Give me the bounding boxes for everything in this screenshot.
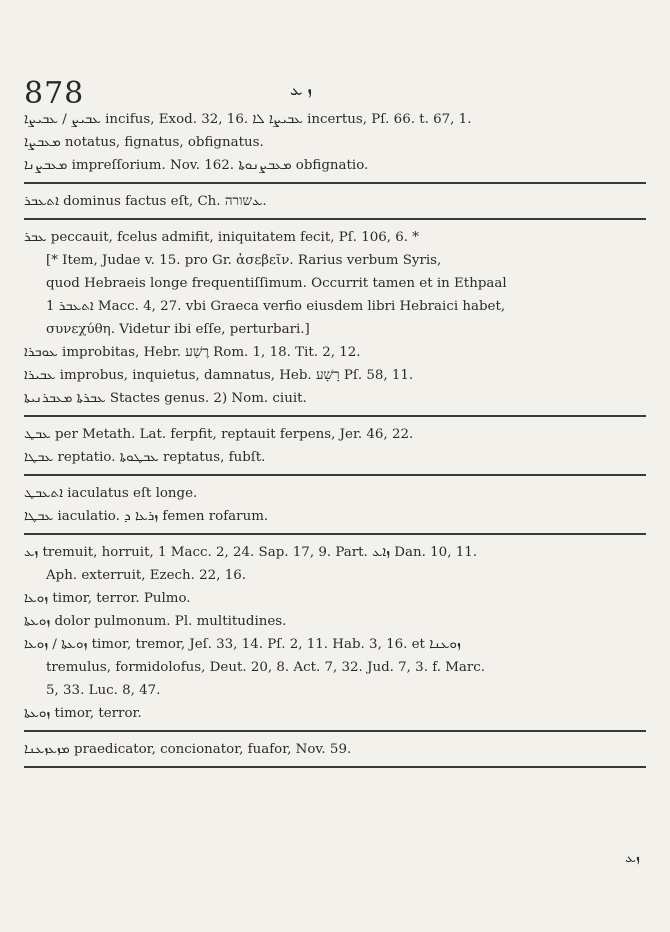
entry-line: tremulus, formidolofus, Deut. 20, 8. Act. 7, 32. Jud. 7, 3. f. Marc. bbox=[46, 660, 486, 675]
entry-line: ܥܒܛܐ iaculatio. ܙܪܥܐ ܕ femen rofarum. bbox=[24, 509, 269, 524]
entry-line: ܡܥܒܨܐ notatus, fignatus, obfignatus. bbox=[24, 135, 264, 150]
entry-line: ܥܒܝܨ / ܥܒܝܨܐ incifus, Exod. 32, 16. ܥܒܝܨܐ ܠܐ incertus, Pſ. 66. t. 67, 1. bbox=[24, 112, 472, 127]
entry-line: ܙܘܥܬܐ / ܙܘܥܐ timor, tremor, Jeſ. 33, 14. Pſ. 2, 11. Hab. 3, 16. et ܙܘܥܢܐ bbox=[24, 637, 461, 652]
section-divider bbox=[24, 474, 646, 476]
entry-line: ܙܘܥܐ timor, terror. Pulmo. bbox=[24, 591, 191, 606]
entry-line: ܡܙܥܙܥܢܐ praedicator, concionator, fuafor, Nov. 59. bbox=[24, 742, 352, 757]
entry-line: ܥܒܪܬܐ ܡܥܒܪܢܝܬܐ Stactes genus. 2) Nom. ciuit. bbox=[24, 391, 307, 406]
entry-line: ܡܥܒܨܢܐ impreſſorium. Nov. 162. ܡܥܒܨܢܘܬܐ obfignatio. bbox=[24, 158, 369, 173]
page-number: 878 bbox=[24, 76, 85, 111]
entry-line: ܙܥ tremuit, horruit, 1 Macc. 2, 24. Sap. 17, 9. Part. ܙܐܥ Dan. 10, 11. bbox=[24, 545, 478, 560]
entry-group bbox=[24, 190, 646, 213]
entry-group bbox=[24, 226, 646, 410]
page-header: ܙ ܥ bbox=[290, 80, 313, 99]
entry-line: quod Hebraeis longe frequentiſſimum. Occurrit tamen et in Ethpaal bbox=[46, 276, 507, 291]
entry-line: ܥܒܛܐ reptatio. ܥܒܛܘܬܐ reptatus, fubſt. bbox=[24, 450, 266, 465]
entry-line: ܥܘܒܪܐ improbitas, Hebr. רֶשַׁע Rom. 1, 18. Tit. 2, 12. bbox=[24, 345, 361, 360]
entry-line: ܐܬܥܒܪ dominus factus eſt, Ch. ܥשורה. bbox=[24, 194, 267, 209]
entry-group bbox=[24, 423, 646, 469]
section-divider bbox=[24, 766, 646, 768]
entry-group bbox=[24, 482, 646, 528]
entries-container bbox=[24, 108, 646, 774]
entry-line: ܥܒܝܪܐ improbus, inquietus, damnatus, Heb. רָשָׁע Pſ. 58, 11. bbox=[24, 368, 414, 383]
entry-line: 5, 33. Luc. 8, 47. bbox=[46, 683, 161, 698]
entry-line: ܐܬܥܒܛ iaculatus eſt longe. bbox=[24, 486, 198, 501]
entry-group bbox=[24, 738, 646, 761]
section-divider bbox=[24, 533, 646, 535]
entry-line: ܥܒܛ per Metath. Lat. ferpfit, reptauit ferpens, Jer. 46, 22. bbox=[24, 427, 414, 442]
entry-line: [* Item, Judae v. 15. pro Gr. ἀσεβεῖν. Rarius verbum Syris, bbox=[46, 253, 442, 268]
section-divider bbox=[24, 218, 646, 220]
section-divider bbox=[24, 415, 646, 417]
entry-line: Aph. exterruit, Ezech. 22, 16. bbox=[46, 568, 247, 583]
section-divider bbox=[24, 730, 646, 732]
entry-group bbox=[24, 541, 646, 725]
entry-line: συνεχύθη. Videtur ibi eſſe, perturbari.] bbox=[46, 322, 310, 337]
entry-line: ܙܘܥܬܐ timor, terror. bbox=[24, 706, 142, 721]
entry-group bbox=[24, 108, 646, 177]
section-divider bbox=[24, 182, 646, 184]
entry-line: ܐܬܥܒܪ 1 Macc. 4, 27. vbi Graeca verfio eiusdem libri Hebraici habet, bbox=[46, 299, 506, 314]
catchword: ܙܥ bbox=[625, 850, 640, 866]
entry-line: ܥܒܪ peccauit, fcelus admifit, iniquitatem fecit, Pſ. 106, 6. * bbox=[24, 230, 419, 245]
entry-line: ܙܘܥܬܐ dolor pulmonum. Pl. multitudines. bbox=[24, 614, 287, 629]
